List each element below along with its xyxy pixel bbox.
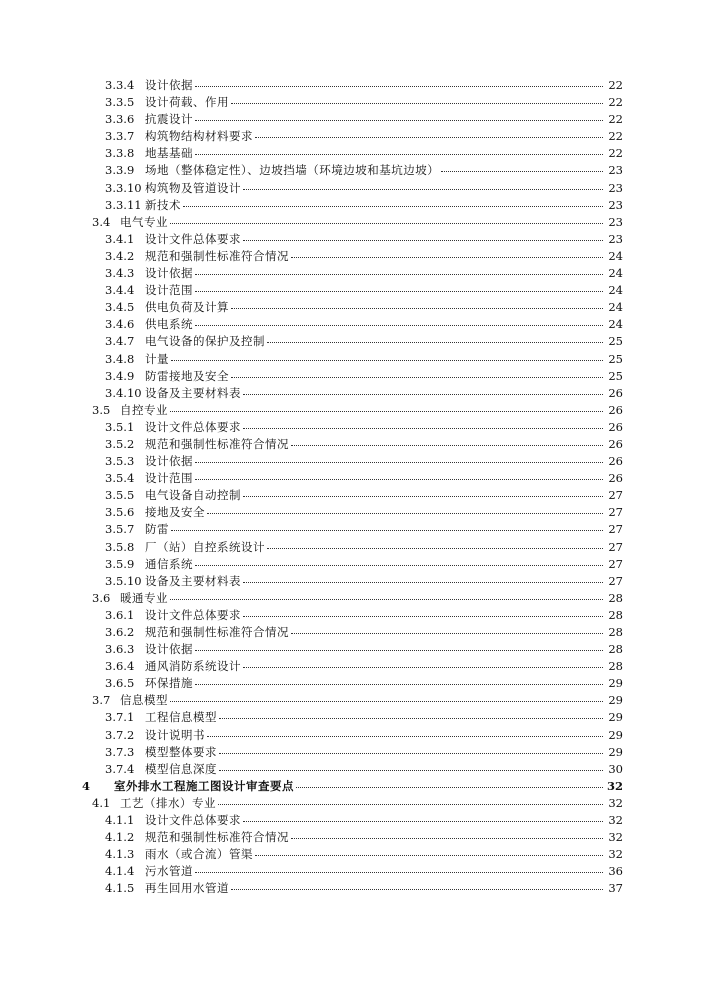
toc-entry-page-number: 29	[608, 676, 623, 691]
toc-entry-number: 3.5	[92, 402, 111, 417]
toc-entry-number: 3.4.4	[105, 283, 135, 298]
toc-dot-leader	[195, 650, 603, 651]
toc-dot-leader	[195, 565, 603, 566]
toc-entry[interactable]	[0, 846, 703, 863]
toc-entry-title: 模型整体要求	[145, 744, 217, 759]
toc-entry-title: 新技术	[145, 197, 181, 212]
toc-entry-page-number: 27	[608, 522, 623, 537]
toc-entry-page-number: 32	[608, 795, 623, 810]
toc-entry-page-number: 29	[608, 693, 623, 708]
toc-entry[interactable]	[0, 214, 703, 231]
toc-dot-leader	[183, 206, 603, 207]
toc-dot-leader	[195, 291, 603, 292]
toc-dot-leader	[231, 103, 603, 104]
toc-entry-title: 电气专业	[120, 214, 168, 229]
toc-dot-leader	[267, 342, 603, 343]
toc-entry-title: 工艺（排水）专业	[120, 795, 216, 810]
toc-entry-title: 设计范围	[145, 471, 193, 486]
toc-entry[interactable]	[0, 94, 703, 111]
toc-entry-title: 厂（站）自控系统设计	[145, 539, 265, 554]
toc-entry-number: 3.4.2	[105, 248, 135, 263]
toc-dot-leader	[243, 496, 603, 497]
toc-dot-leader	[195, 872, 603, 873]
toc-entry[interactable]	[0, 812, 703, 829]
toc-entry-number: 3.3.5	[105, 95, 135, 110]
toc-entry-page-number: 27	[608, 505, 623, 520]
toc-entry-page-number: 26	[608, 419, 623, 434]
toc-entry-number: 3.3.10	[105, 180, 142, 195]
toc-entry[interactable]	[0, 556, 703, 573]
toc-entry-number: 4.1.2	[105, 830, 135, 845]
toc-entry-title: 工程信息模型	[145, 710, 217, 725]
toc-entry[interactable]	[0, 111, 703, 128]
toc-dot-leader	[195, 684, 603, 685]
toc-entry-page-number: 25	[608, 351, 623, 366]
toc-entry-number: 3.4.3	[105, 266, 135, 281]
toc-entry-title: 设计依据	[145, 78, 193, 92]
toc-entry-title: 规范和强制性标准符合情况	[145, 830, 289, 845]
toc-entry-number: 3.3.6	[105, 112, 135, 127]
toc-dot-leader	[291, 257, 603, 258]
toc-entry-number: 3.3.7	[105, 129, 135, 144]
toc-entry-page-number: 22	[608, 78, 623, 92]
toc-entry-number: 3.3.11	[105, 197, 142, 212]
toc-entry-number: 3.7.2	[105, 727, 135, 742]
toc-dot-leader	[207, 736, 603, 737]
toc-entry-page-number: 32	[608, 847, 623, 862]
toc-entry-page-number: 37	[608, 881, 623, 896]
toc-entry[interactable]	[0, 607, 703, 624]
toc-entry[interactable]	[0, 470, 703, 487]
toc-dot-leader	[219, 770, 603, 771]
toc-entry-page-number: 29	[608, 727, 623, 742]
toc-entry-number: 3.4.1	[105, 231, 135, 246]
toc-entry[interactable]	[0, 453, 703, 470]
toc-dot-leader	[441, 171, 603, 172]
toc-dot-leader	[243, 667, 603, 668]
toc-entry-number: 3.5.4	[105, 471, 135, 486]
toc-entry[interactable]	[0, 590, 703, 607]
toc-dot-leader	[231, 308, 603, 309]
toc-entry-title: 再生回用水管道	[145, 881, 229, 896]
toc-entry-page-number: 23	[608, 180, 623, 195]
toc-entry-number: 3.5.8	[105, 539, 135, 554]
toc-dot-leader	[171, 530, 603, 531]
toc-entry-page-number: 22	[608, 95, 623, 110]
toc-entry-page-number: 23	[608, 197, 623, 212]
toc-entry-page-number: 24	[608, 283, 623, 298]
toc-entry-page-number: 24	[608, 266, 623, 281]
toc-entry-page-number: 28	[608, 642, 623, 657]
toc-entry[interactable]	[0, 829, 703, 846]
toc-entry-number: 3.3.9	[105, 163, 135, 178]
toc-entry-number: 3.4.10	[105, 385, 142, 400]
toc-entry-page-number: 28	[608, 590, 623, 605]
toc-entry-title: 雨水（或合流）管渠	[145, 847, 253, 862]
toc-dot-leader	[170, 223, 603, 224]
toc-entry-title: 计量	[145, 351, 169, 366]
toc-entry[interactable]	[0, 709, 703, 726]
toc-entry[interactable]	[0, 128, 703, 145]
toc-entry-page-number: 29	[608, 710, 623, 725]
toc-entry-number: 4	[82, 778, 91, 793]
toc-entry-page-number: 27	[608, 573, 623, 588]
toc-dot-leader	[195, 325, 603, 326]
toc-entry-title: 通风消防系统设计	[145, 659, 241, 674]
toc-entry-title: 接地及安全	[145, 505, 205, 520]
toc-entry-number: 4.1.1	[105, 813, 135, 828]
toc-entry-number: 3.6.2	[105, 625, 135, 639]
toc-dot-leader	[243, 428, 603, 429]
toc-dot-leader	[219, 718, 603, 719]
toc-entry[interactable]	[0, 727, 703, 744]
toc-entry-number: 4.1.3	[105, 847, 135, 862]
toc-entry-title: 设计文件总体要求	[145, 607, 241, 622]
toc-entry[interactable]	[0, 316, 703, 333]
toc-entry-number: 3.7.3	[105, 744, 135, 759]
table-of-contents	[0, 77, 703, 898]
toc-dot-leader	[218, 804, 603, 805]
toc-dot-leader	[243, 189, 603, 190]
toc-dot-leader	[255, 137, 603, 138]
toc-entry[interactable]	[0, 368, 703, 385]
toc-entry-page-number: 22	[608, 129, 623, 144]
toc-entry-title: 模型信息深度	[145, 761, 217, 776]
toc-entry-page-number: 27	[608, 488, 623, 503]
toc-entry-number: 3.5.7	[105, 522, 135, 537]
toc-entry-number: 3.5.9	[105, 556, 135, 571]
toc-entry-title: 规范和强制性标准符合情况	[145, 436, 289, 451]
toc-dot-leader	[243, 582, 603, 583]
toc-entry-page-number: 26	[608, 402, 623, 417]
toc-entry-page-number: 28	[608, 659, 623, 674]
toc-entry[interactable]	[0, 145, 703, 162]
toc-entry-title: 设计说明书	[145, 727, 205, 742]
toc-entry-title: 防雷	[145, 522, 169, 537]
toc-entry-title: 暖通专业	[120, 590, 168, 605]
toc-entry-number: 3.7	[92, 693, 111, 708]
toc-entry[interactable]	[0, 333, 703, 350]
toc-entry[interactable]	[0, 539, 703, 556]
toc-entry-title: 抗震设计	[145, 112, 193, 127]
toc-entry[interactable]	[0, 504, 703, 521]
toc-entry-title: 设备及主要材料表	[145, 385, 241, 400]
toc-dot-leader	[267, 548, 603, 549]
toc-entry[interactable]	[0, 77, 703, 94]
toc-entry-page-number: 28	[608, 625, 623, 639]
toc-entry-page-number: 23	[608, 163, 623, 178]
toc-dot-leader	[195, 86, 603, 87]
toc-entry-number: 3.4.5	[105, 300, 135, 315]
toc-entry[interactable]	[0, 573, 703, 590]
toc-entry-page-number: 26	[608, 436, 623, 451]
toc-dot-leader	[291, 445, 603, 446]
toc-entry-page-number: 23	[608, 214, 623, 229]
toc-entry-title: 电气设备的保护及控制	[145, 334, 265, 349]
toc-entry[interactable]	[0, 248, 703, 265]
toc-entry-title: 污水管道	[145, 864, 193, 879]
toc-entry-title: 自控专业	[120, 402, 168, 417]
toc-entry-title: 设备及主要材料表	[145, 573, 241, 588]
toc-dot-leader	[195, 120, 603, 121]
toc-entry-number: 4.1.4	[105, 864, 135, 879]
toc-dot-leader	[170, 701, 603, 702]
toc-entry-page-number: 32	[608, 830, 623, 845]
toc-entry-title: 设计依据	[145, 266, 193, 281]
toc-entry-number: 3.7.4	[105, 761, 135, 776]
toc-entry-page-number: 26	[608, 471, 623, 486]
toc-dot-leader	[171, 360, 603, 361]
toc-entry-page-number: 26	[608, 385, 623, 400]
toc-entry-title: 构筑物及管道设计	[145, 180, 241, 195]
toc-entry-title: 供电负荷及计算	[145, 300, 229, 315]
toc-entry[interactable]	[0, 402, 703, 419]
toc-entry[interactable]	[0, 761, 703, 778]
toc-entry-page-number: 25	[608, 368, 623, 383]
toc-dot-leader	[243, 821, 603, 822]
toc-entry-page-number: 22	[608, 112, 623, 127]
toc-entry[interactable]	[0, 351, 703, 368]
toc-entry-page-number: 24	[608, 300, 623, 315]
toc-entry-page-number: 23	[608, 231, 623, 246]
toc-dot-leader	[231, 889, 603, 890]
toc-entry-page-number: 27	[608, 556, 623, 571]
toc-entry-title: 规范和强制性标准符合情况	[145, 248, 289, 263]
toc-entry-number: 3.5.10	[105, 573, 142, 588]
toc-entry-number: 3.4.8	[105, 351, 135, 366]
toc-dot-leader	[219, 753, 603, 754]
toc-entry[interactable]	[0, 197, 703, 214]
toc-dot-leader	[291, 838, 603, 839]
toc-entry-number: 3.6.4	[105, 659, 135, 674]
toc-entry[interactable]	[0, 795, 703, 812]
toc-entry-number: 4.1	[92, 795, 111, 810]
toc-entry-title: 设计范围	[145, 283, 193, 298]
toc-entry-page-number: 26	[608, 454, 623, 469]
toc-entry-title: 设计文件总体要求	[145, 231, 241, 246]
toc-entry-number: 3.6.5	[105, 676, 135, 691]
toc-entry[interactable]	[0, 265, 703, 282]
toc-entry[interactable]	[0, 419, 703, 436]
toc-entry[interactable]	[0, 624, 703, 641]
toc-entry-title: 信息模型	[120, 693, 168, 708]
toc-entry[interactable]	[0, 436, 703, 453]
toc-entry-page-number: 30	[608, 761, 623, 776]
toc-dot-leader	[170, 599, 603, 600]
toc-entry[interactable]	[0, 863, 703, 880]
toc-entry-number: 3.5.5	[105, 488, 135, 503]
toc-dot-leader	[255, 855, 603, 856]
toc-entry-page-number: 24	[608, 248, 623, 263]
toc-entry-title: 设计依据	[145, 454, 193, 469]
toc-entry[interactable]	[0, 641, 703, 658]
toc-entry-title: 地基基础	[145, 146, 193, 161]
toc-entry-number: 3.3.8	[105, 146, 135, 161]
toc-entry[interactable]	[0, 282, 703, 299]
toc-entry-page-number: 25	[608, 334, 623, 349]
toc-entry-title: 设计依据	[145, 642, 193, 657]
toc-entry-number: 3.4.6	[105, 317, 135, 332]
toc-entry-page-number: 22	[608, 146, 623, 161]
toc-entry-number: 3.6.1	[105, 607, 135, 622]
toc-entry[interactable]	[0, 162, 703, 179]
toc-entry-number: 3.5.6	[105, 505, 135, 520]
toc-entry-number: 3.6.3	[105, 642, 135, 657]
toc-entry-number: 3.7.1	[105, 710, 135, 725]
toc-entry-title: 防雷接地及安全	[145, 368, 229, 383]
toc-dot-leader	[170, 411, 603, 412]
toc-entry-title: 电气设备自动控制	[145, 488, 241, 503]
toc-dot-leader	[231, 377, 603, 378]
toc-entry-number: 3.4.9	[105, 368, 135, 383]
toc-entry-number: 3.6	[92, 590, 111, 605]
toc-entry-title: 供电系统	[145, 317, 193, 332]
toc-entry-title: 设计文件总体要求	[145, 813, 241, 828]
toc-entry-number: 3.5.1	[105, 419, 135, 434]
toc-entry-title: 设计文件总体要求	[145, 419, 241, 434]
toc-entry-page-number: 27	[608, 539, 623, 554]
toc-entry-title: 环保措施	[145, 676, 193, 691]
toc-entry-title: 室外排水工程施工图设计审查要点	[114, 778, 294, 793]
toc-entry[interactable]	[0, 180, 703, 197]
toc-dot-leader	[195, 274, 603, 275]
toc-dot-leader	[195, 154, 603, 155]
toc-entry-number: 3.4.7	[105, 334, 135, 349]
toc-entry-title: 场地（整体稳定性）、边坡挡墙（环境边坡和基坑边坡）	[145, 163, 440, 178]
toc-entry-title: 通信系统	[145, 556, 193, 571]
toc-entry-number: 3.5.2	[105, 436, 135, 451]
toc-dot-leader	[243, 616, 603, 617]
toc-dot-leader	[207, 513, 603, 514]
toc-dot-leader	[195, 462, 603, 463]
toc-entry-title: 规范和强制性标准符合情况	[145, 625, 289, 639]
toc-entry[interactable]	[0, 487, 703, 504]
toc-entry[interactable]	[0, 880, 703, 897]
toc-entry-page-number: 29	[608, 744, 623, 759]
toc-entry-page-number: 36	[608, 864, 623, 879]
toc-entry-number: 3.3.4	[105, 78, 135, 92]
toc-entry-page-number: 28	[608, 607, 623, 622]
toc-entry[interactable]	[0, 692, 703, 709]
toc-entry-number: 4.1.5	[105, 881, 135, 896]
toc-entry[interactable]	[0, 231, 703, 248]
toc-entry[interactable]	[0, 299, 703, 316]
toc-entry-page-number: 24	[608, 317, 623, 332]
toc-entry[interactable]	[0, 744, 703, 761]
toc-entry[interactable]	[0, 675, 703, 692]
toc-entry-title: 设计荷载、作用	[145, 95, 229, 110]
toc-entry-number: 3.4	[92, 214, 111, 229]
toc-entry[interactable]	[0, 521, 703, 538]
toc-entry-page-number: 32	[606, 778, 623, 793]
toc-dot-leader	[243, 240, 603, 241]
toc-dot-leader	[195, 479, 603, 480]
toc-entry-number: 3.5.3	[105, 454, 135, 469]
toc-entry[interactable]	[0, 778, 703, 795]
toc-entry[interactable]	[0, 658, 703, 675]
toc-entry[interactable]	[0, 385, 703, 402]
toc-dot-leader	[291, 633, 603, 634]
toc-dot-leader	[296, 787, 603, 788]
toc-entry-title: 构筑物结构材料要求	[145, 129, 253, 144]
toc-entry-page-number: 32	[608, 813, 623, 828]
toc-dot-leader	[243, 394, 603, 395]
